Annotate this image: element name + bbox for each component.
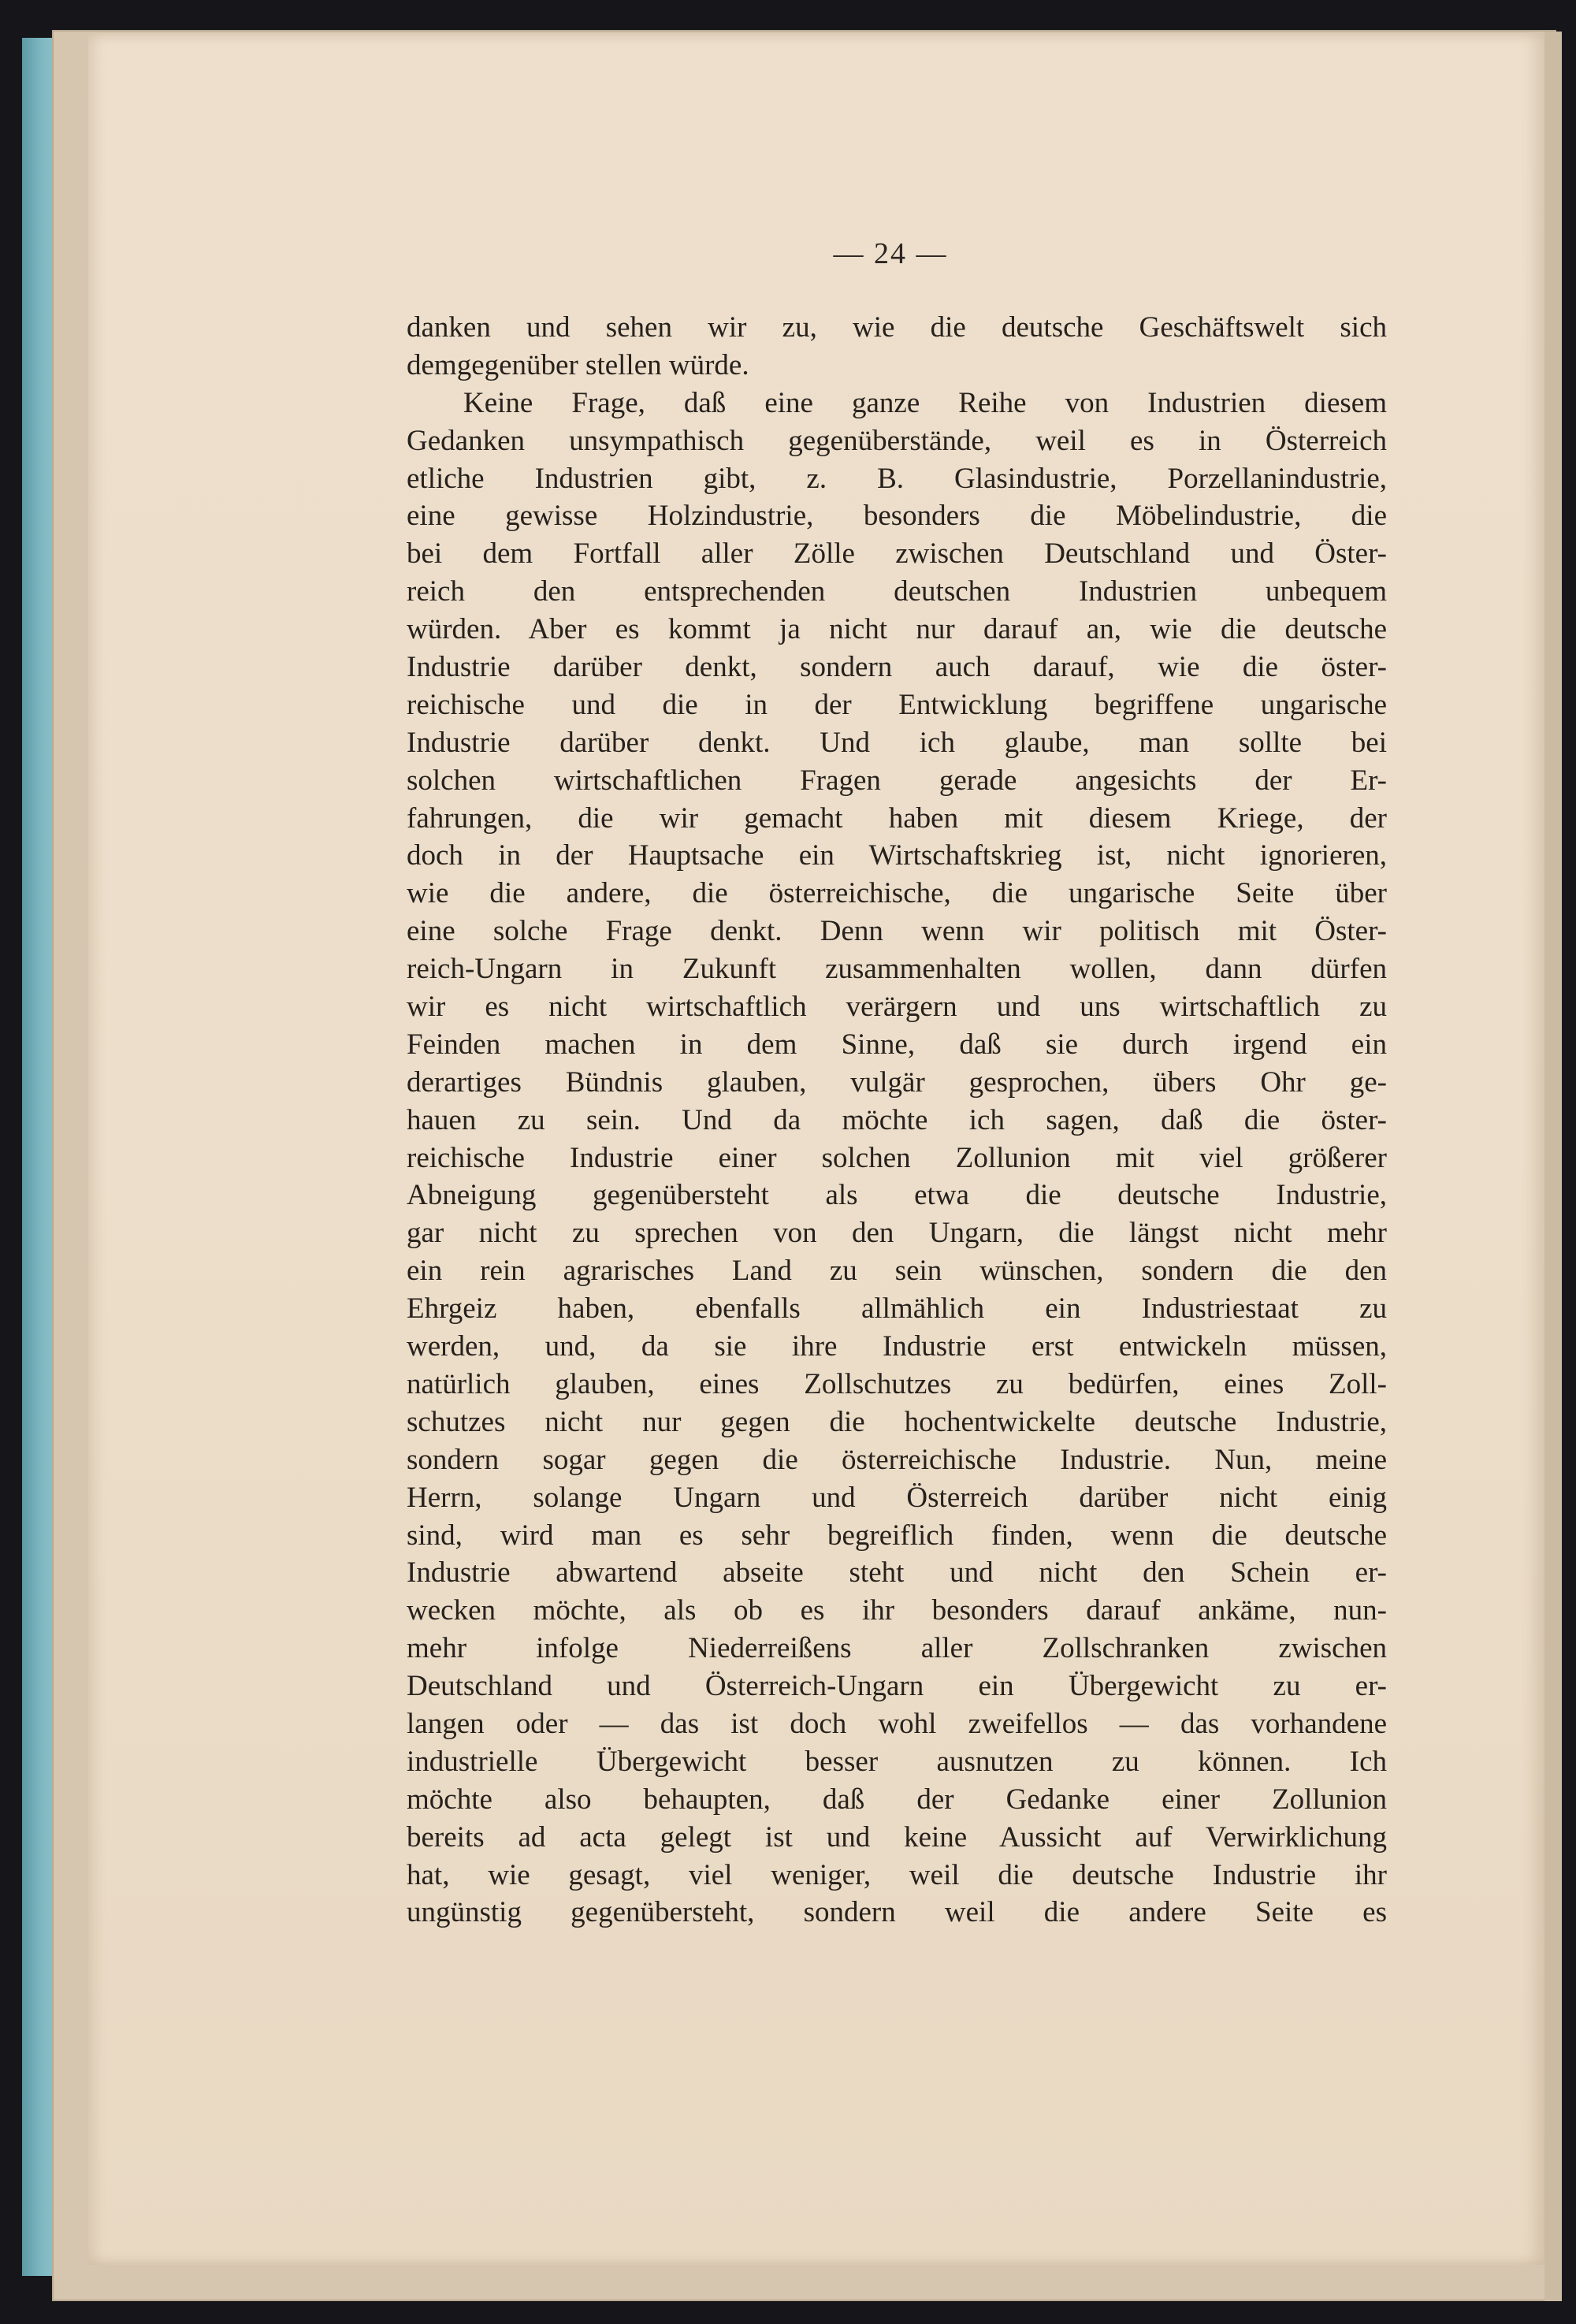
page-number: — 24 — xyxy=(833,237,948,270)
text-line: Herrn, solange Ungarn und Österreich darüber nicht einig xyxy=(407,1481,1387,1514)
text-line: würden. Aber es kommt ja nicht nur darauf an, wie die deutsche xyxy=(407,613,1387,646)
text-line: werden, und, da sie ihre Industrie erst entwickeln müssen, xyxy=(407,1330,1387,1363)
text-line: fahrungen, die wir gemacht haben mit diesem Kriege, der xyxy=(407,801,1387,835)
text-line: Gedanken unsympathisch gegenüberstände, weil es in Österreich xyxy=(407,424,1387,457)
text-line: Deutschland und Österreich-Ungarn ein Übergewicht zu er- xyxy=(407,1670,1387,1703)
text-line: Abneigung gegenübersteht als etwa die deutsche Industrie, xyxy=(407,1179,1387,1212)
text-line: bei dem Fortfall aller Zölle zwischen Deutschland und Öster- xyxy=(407,537,1387,571)
text-line: gar nicht zu sprechen von den Ungarn, die längst nicht mehr xyxy=(407,1217,1387,1250)
text-line: hat, wie gesagt, viel weniger, weil die deutsche Industrie ihr xyxy=(407,1858,1387,1891)
page-fore-edge xyxy=(1544,32,1562,2301)
text-line: ein rein agrarisches Land zu sein wünschen, sondern die den xyxy=(407,1255,1387,1288)
text-line: sind, wird man es sehr begreiflich finden, wenn die deutsche xyxy=(407,1519,1387,1552)
text-line: mehr infolge Niederreißens aller Zollschranken zwischen xyxy=(407,1632,1387,1665)
text-line: Industrie abwartend abseite steht und nicht den Schein er- xyxy=(407,1556,1387,1590)
text-line: Ehrgeiz haben, ebenfalls allmählich ein Industriestaat zu xyxy=(407,1292,1387,1326)
text-line: sondern sogar gegen die österreichische Industrie. Nun, meine xyxy=(407,1443,1387,1476)
text-line: reichische Industrie einer solchen Zollunion mit viel größerer xyxy=(407,1141,1387,1174)
text-line: Industrie darüber denkt. Und ich glaube, man sollte bei xyxy=(407,726,1387,759)
text-line: Keine Frage, daß eine ganze Reihe von Industrien diesem xyxy=(463,386,1387,419)
text-line: solchen wirtschaftlichen Fragen gerade angesichts der Er- xyxy=(407,764,1387,797)
text-line: eine solche Frage denkt. Denn wenn wir politisch mit Öster- xyxy=(407,915,1387,948)
text-line: reich den entsprechenden deutschen Industrien unbequem xyxy=(407,575,1387,608)
text-line: reichische und die in der Entwicklung begriffene ungarische xyxy=(407,688,1387,721)
text-line: natürlich glauben, eines Zollschutzes zu bedürfen, eines Zoll- xyxy=(407,1367,1387,1400)
text-line: möchte also behaupten, daß der Gedanke einer Zollunion xyxy=(407,1783,1387,1816)
text-line: wecken möchte, als ob es ihr besonders darauf ankäme, nun- xyxy=(407,1594,1387,1627)
text-line: bereits ad acta gelegt ist und keine Aussicht auf Verwirklichung xyxy=(407,1820,1387,1854)
text-line: doch in der Hauptsache ein Wirtschaftskrieg ist, nicht ignorieren, xyxy=(407,839,1387,872)
body-text xyxy=(407,309,1387,1932)
text-line: eine gewisse Holzindustrie, besonders die Möbelindustrie, die xyxy=(407,500,1387,533)
text-line: wir es nicht wirtschaftlich verärgern und uns wirtschaftlich zu xyxy=(407,991,1387,1024)
text-line: hauen zu sein. Und da möchte ich sagen, daß die öster- xyxy=(407,1103,1387,1136)
text-line: Industrie darüber denkt, sondern auch darauf, wie die öster- xyxy=(407,651,1387,684)
text-line: schutzes nicht nur gegen die hochentwickelte deutsche Industrie, xyxy=(407,1405,1387,1438)
text-line: Feinden machen in dem Sinne, daß sie durch irgend ein xyxy=(407,1028,1387,1061)
text-line: industrielle Übergewicht besser ausnutzen zu können. Ich xyxy=(407,1745,1387,1778)
text-line: langen oder — das ist doch wohl zweifellos — das vorhandene xyxy=(407,1707,1387,1740)
text-line: reich-Ungarn in Zukunft zusammenhalten wollen, dann dürfen xyxy=(407,953,1387,986)
text-line: demgegenüber stellen würde. xyxy=(407,348,749,381)
text-line: danken und sehen wir zu, wie die deutsche Geschäftswelt sich xyxy=(407,311,1387,344)
text-line: ungünstig gegenübersteht, sondern weil die andere Seite es xyxy=(407,1896,1387,1929)
text-line: etliche Industrien gibt, z. B. Glasindustrie, Porzellanindustrie, xyxy=(407,462,1387,495)
text-line: derartiges Bündnis glauben, vulgär gesprochen, übers Ohr ge- xyxy=(407,1065,1387,1099)
text-line: wie die andere, die österreichische, die ungarische Seite über xyxy=(407,877,1387,910)
